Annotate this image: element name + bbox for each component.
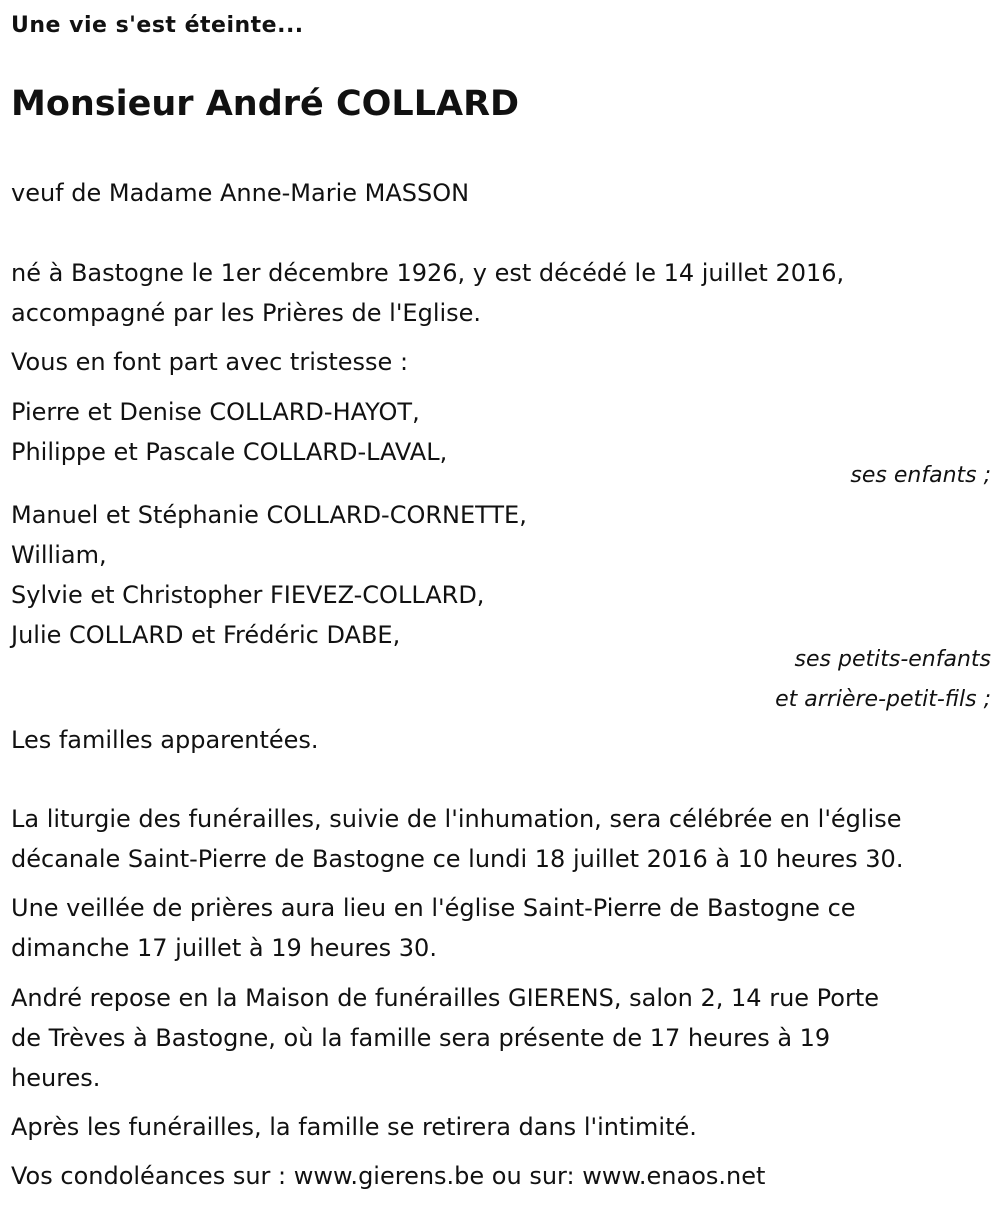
birth-death-paragraph	[11, 253, 844, 333]
condolences-line: Vos condoléances sur : www.gierens.be ou sur: www.enaos.net	[11, 1162, 766, 1190]
grandchild-name: Sylvie et Christopher FIEVEZ-COLLARD,	[11, 581, 485, 609]
grandchildren-list	[11, 495, 527, 655]
funeral-line: décanale Saint-Pierre de Bastogne ce lundi 18 juillet 2016 à 10 heures 30.	[11, 845, 904, 873]
grandchildren-role-line: et arrière-petit-fils ;	[775, 687, 991, 712]
intro-line: Vous en font part avec tristesse :	[11, 348, 409, 376]
grandchild-name: Manuel et Stéphanie COLLARD-CORNETTE,	[11, 501, 527, 529]
spouse-line: veuf de Madame Anne-Marie MASSON	[11, 179, 470, 207]
visitation-line: de Trèves à Bastogne, où la famille sera présente de 17 heures à 19	[11, 1024, 831, 1052]
visitation-line: André repose en la Maison de funérailles GIERENS, salon 2, 14 rue Porte	[11, 984, 880, 1012]
grandchildren-role-line: ses petits-enfants	[794, 647, 991, 672]
child-name: Philippe et Pascale COLLARD-LAVAL,	[11, 438, 448, 466]
children-list	[11, 392, 447, 472]
visitation-paragraph	[11, 978, 879, 1098]
notice-kicker: Une vie s'est éteinte...	[11, 13, 304, 38]
grandchild-name: William,	[11, 541, 107, 569]
grandchildren-role	[775, 640, 991, 720]
vigil-paragraph	[11, 888, 856, 968]
vigil-line: dimanche 17 juillet à 19 heures 30.	[11, 934, 437, 962]
deceased-name: Monsieur André COLLARD	[11, 84, 520, 124]
children-role: ses enfants ;	[850, 463, 991, 488]
child-name: Pierre et Denise COLLARD-HAYOT,	[11, 398, 420, 426]
birth-death-line: accompagné par les Prières de l'Eglise.	[11, 299, 482, 327]
funeral-line: La liturgie des funérailles, suivie de l'inhumation, sera célébrée en l'église	[11, 805, 902, 833]
visitation-line: heures.	[11, 1064, 101, 1092]
families-line: Les familles apparentées.	[11, 726, 319, 754]
funeral-paragraph	[11, 799, 903, 879]
vigil-line: Une veillée de prières aura lieu en l'église Saint-Pierre de Bastogne ce	[11, 894, 856, 922]
grandchild-name: Julie COLLARD et Frédéric DABE,	[11, 621, 401, 649]
birth-death-line: né à Bastogne le 1er décembre 1926, y est décédé le 14 juillet 2016,	[11, 259, 845, 287]
after-funeral-line: Après les funérailles, la famille se retirera dans l'intimité.	[11, 1113, 697, 1141]
